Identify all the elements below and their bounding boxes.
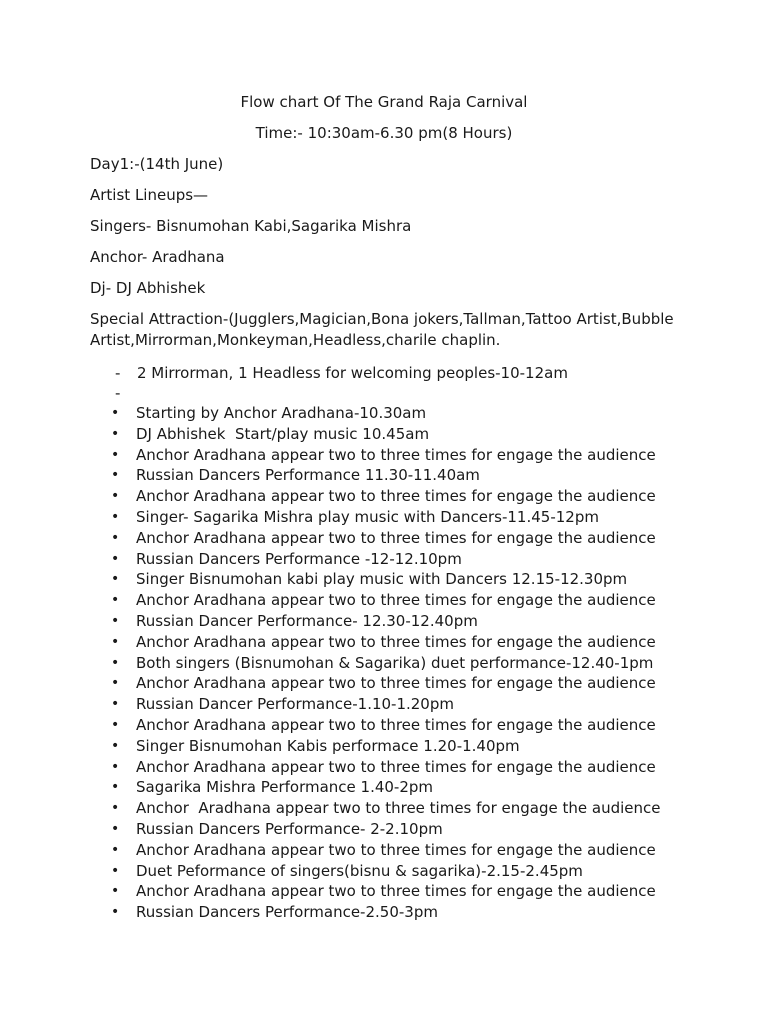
event-time: Time:- 10:30am-6.30 pm(8 Hours) [255, 124, 513, 142]
schedule-item [0, 902, 768, 923]
bullet-icon: • [111, 592, 120, 609]
schedule-item [0, 673, 768, 694]
dash-marker: - [115, 384, 121, 402]
schedule-item [0, 403, 768, 424]
schedule-item [0, 861, 768, 882]
schedule-item [0, 777, 768, 798]
schedule-item-text: Anchor Aradhana appear two to three times for engage the audience [136, 715, 656, 734]
dj-line: Dj- DJ Abhishek [90, 279, 206, 297]
bullet-icon: • [111, 405, 120, 421]
bullet-icon: • [111, 820, 120, 837]
schedule-item-text: Anchor Aradhana appear two to three times for engage the audience [136, 487, 656, 506]
singers-line: Singers- Bisnumohan Kabi,Sagarika Mishra [90, 217, 412, 235]
schedule-item-text: Anchor Aradhana appear two to three times for engage the audience [136, 591, 656, 610]
bullet-icon: • [111, 612, 120, 629]
schedule-item [0, 757, 768, 778]
bullet-icon: • [111, 508, 120, 525]
schedule-item-text: Anchor Aradhana appear two to three times for engage the audience [136, 445, 656, 464]
schedule-item [0, 569, 768, 590]
schedule-item-text: Singer- Sagarika Mishra play music with Dancers-11.45-12pm [136, 507, 599, 526]
document-title: Flow chart Of The Grand Raja Carnival [240, 93, 528, 111]
schedule-item-text: DJ Abhishek Start/play music 10.45am [136, 424, 430, 443]
bullet-icon: • [111, 675, 120, 692]
schedule-item [0, 819, 768, 840]
bullet-icon: • [111, 571, 120, 588]
schedule-item [0, 486, 768, 507]
schedule-item [0, 445, 768, 466]
schedule-item-text: Russian Dancers Performance -12-12.10pm [136, 549, 462, 568]
bullet-icon: • [111, 529, 120, 546]
bullet-icon: • [111, 862, 120, 879]
schedule-item-text: Anchor Aradhana appear two to three times for engage the audience [136, 882, 656, 901]
bullet-icon: • [111, 654, 120, 671]
schedule-item [0, 507, 768, 528]
schedule-item-text: Russian Dancer Performance-1.10-1.20pm [136, 695, 454, 714]
schedule-item [0, 632, 768, 653]
schedule-item-text: Russian Dancers Performance-2.50-3pm [136, 903, 438, 922]
schedule-item [0, 549, 768, 570]
bullet-icon: • [111, 883, 120, 900]
bullet-icon: • [111, 488, 120, 505]
schedule-item-text: Anchor Aradhana appear two to three times for engage the audience [136, 840, 656, 859]
bullet-icon: • [111, 716, 120, 733]
schedule-item [0, 424, 768, 445]
dash-list [0, 363, 768, 403]
schedule-item-text: Russian Dancers Performance- 2-2.10pm [136, 819, 443, 838]
day-heading: Day1:-(14th June) [90, 155, 224, 173]
schedule-item [0, 528, 768, 549]
bullet-icon: • [111, 841, 120, 858]
schedule-item-text: Russian Dancers Performance 11.30-11.40am [136, 466, 480, 485]
bullet-icon: • [111, 904, 120, 921]
bullet-icon: • [111, 696, 120, 713]
schedule-item-text: Anchor Aradhana appear two to three times for engage the audience [136, 528, 656, 547]
schedule-item-text: Anchor Aradhana appear two to three times for engage the audience [136, 757, 656, 776]
schedule-item-text: Anchor Aradhana appear two to three times for engage the audience [136, 799, 661, 818]
schedule-item-text: Sagarika Mishra Performance 1.40-2pm [136, 778, 434, 797]
schedule-list [0, 403, 768, 923]
schedule-item [0, 465, 768, 486]
bullet-icon: • [111, 467, 120, 484]
anchor-line: Anchor- Aradhana [90, 248, 225, 266]
schedule-item-text: Russian Dancer Performance- 12.30-12.40pm [136, 611, 478, 630]
bullet-icon: • [111, 550, 120, 567]
schedule-item [0, 715, 768, 736]
schedule-item-text: Starting by Anchor Aradhana-10.30am [136, 404, 427, 422]
schedule-item [0, 611, 768, 632]
bullet-icon: • [111, 779, 120, 796]
schedule-item [0, 694, 768, 715]
schedule-item-text: Singer Bisnumohan Kabis performace 1.20-1.40pm [136, 736, 520, 755]
schedule-item-text: Anchor Aradhana appear two to three times for engage the audience [136, 674, 656, 693]
schedule-item-text: Duet Peformance of singers(bisnu & sagarika)-2.15-2.45pm [136, 861, 583, 880]
dash-item-text: 2 Mirrorman, 1 Headless for welcoming peoples-10-12am [137, 364, 568, 382]
bullet-icon: • [111, 758, 120, 775]
schedule-item [0, 590, 768, 611]
bullet-icon: • [111, 800, 120, 817]
schedule-item [0, 798, 768, 819]
lineup-heading: Artist Lineups— [90, 186, 209, 204]
schedule-item-text: Anchor Aradhana appear two to three times for engage the audience [136, 632, 656, 651]
bullet-icon: • [111, 633, 120, 650]
special-attraction: Special Attraction-(Jugglers,Magician,Bona jokers,Tallman,Tattoo Artist,Bubble Artist,Mirrorman,Monkeyman,Headless,charile chaplin. [90, 310, 674, 349]
dash-item [0, 363, 768, 383]
schedule-item [0, 881, 768, 902]
dash-marker: - [115, 364, 121, 382]
schedule-item [0, 736, 768, 757]
bullet-icon: • [111, 737, 120, 754]
schedule-item-text: Singer Bisnumohan kabi play music with Dancers 12.15-12.30pm [136, 570, 628, 589]
bullet-icon: • [111, 425, 120, 442]
schedule-item-text: Both singers (Bisnumohan & Sagarika) duet performance-12.40-1pm [136, 653, 654, 672]
bullet-icon: • [111, 446, 120, 463]
schedule-item [0, 840, 768, 861]
schedule-item [0, 653, 768, 674]
dash-item [0, 383, 768, 403]
